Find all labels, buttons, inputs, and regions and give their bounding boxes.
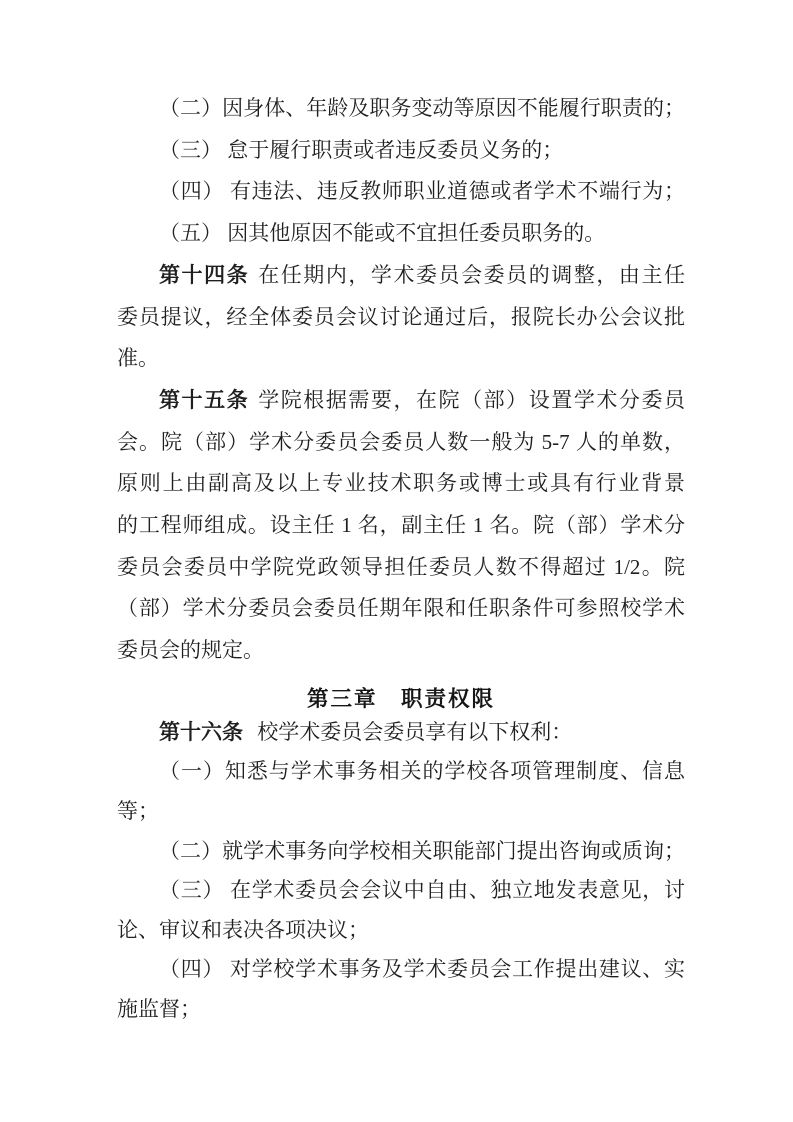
text-line xyxy=(117,950,685,990)
line-text: 的工程师组成。设主任 1 名，副主任 1 名。院（部）学术分 xyxy=(117,513,685,538)
line-text: 施监督； xyxy=(117,997,201,1021)
text-line xyxy=(117,255,685,297)
line-text: 原则上由副高及以上专业技术职务或博士或具有行业背景 xyxy=(117,471,685,496)
list-item-paragraph xyxy=(117,213,685,255)
article-paragraph xyxy=(117,713,685,753)
line-text: 校学术委员会委员享有以下权利： xyxy=(252,719,573,744)
list-item-paragraph xyxy=(117,130,685,172)
article-paragraph xyxy=(117,255,685,380)
text-line xyxy=(117,297,685,339)
line-text: 委员会的规定。 xyxy=(117,638,264,663)
text-line xyxy=(117,832,685,872)
line-text: （四） 有违法、违反教师职业道德或者学术不端行为； xyxy=(159,179,685,204)
line-text: （三） 怠于履行职责或者违反委员义务的； xyxy=(159,137,564,162)
article-number: 第十四条 xyxy=(159,262,250,287)
list-item-paragraph xyxy=(117,88,685,130)
chapter-heading: 第三章 职责权限 xyxy=(306,686,495,711)
line-text: （部）学术分委员会委员任期年限和任职条件可参照校学术 xyxy=(117,596,685,621)
text-line xyxy=(117,213,685,255)
text-line xyxy=(117,88,685,130)
text-line xyxy=(117,130,685,172)
article-number: 第十五条 xyxy=(159,387,250,412)
text-line xyxy=(117,463,685,505)
article-number: 第十六条 xyxy=(159,719,243,744)
text-line xyxy=(117,990,685,1030)
line-text: 会。院（部）学术分委员会委员人数一般为 5-7 人的单数， xyxy=(117,429,685,454)
line-text: 论、审议和表决各项决议； xyxy=(117,917,369,942)
text-line xyxy=(117,422,685,464)
line-text: 委员提议，经全体委员会议讨论通过后，报院长办公会议批 xyxy=(117,304,685,329)
line-text: 准。 xyxy=(117,346,159,371)
line-text: （三） 在学术委员会会议中自由、独立地发表意见，讨 xyxy=(159,878,685,903)
list-item-paragraph xyxy=(117,950,685,1029)
line-text: （二）因身体、年龄及职务变动等原因不能履行职责的； xyxy=(159,96,685,120)
line-text: 委员会委员中学院党政领导担任委员人数不得超过 1/2。院 xyxy=(117,554,685,579)
text-line xyxy=(117,911,685,951)
text-line xyxy=(117,380,685,422)
list-item-paragraph xyxy=(117,752,685,831)
text-line xyxy=(117,338,685,380)
line-text: （一）知悉与学术事务相关的学校各项管理制度、信息 xyxy=(159,759,685,784)
line-text: （四） 对学校学术事务及学术委员会工作提出建议、实 xyxy=(159,957,685,982)
text-line xyxy=(117,630,685,672)
text-line xyxy=(117,588,685,630)
text-line xyxy=(117,752,685,792)
article-paragraph xyxy=(117,380,685,672)
text-line xyxy=(117,713,685,753)
line-text: 学院根据需要，在院（部）设置学术分委员 xyxy=(258,387,686,412)
list-item-paragraph xyxy=(117,871,685,950)
document-content xyxy=(117,88,685,1030)
list-item-paragraph xyxy=(117,832,685,872)
list-item-paragraph xyxy=(117,171,685,213)
line-text: 等； xyxy=(117,799,159,824)
line-text: 在任期内，学术委员会委员的调整，由主任 xyxy=(258,262,686,287)
line-text: （五） 因其他原因不能或不宜担任委员职务的。 xyxy=(159,221,606,246)
line-text: （二）就学术事务向学校相关职能部门提出咨询或质询； xyxy=(159,838,685,863)
text-line xyxy=(117,547,685,589)
text-line xyxy=(117,171,685,213)
text-line xyxy=(117,505,685,547)
text-line xyxy=(117,871,685,911)
text-line xyxy=(117,792,685,832)
